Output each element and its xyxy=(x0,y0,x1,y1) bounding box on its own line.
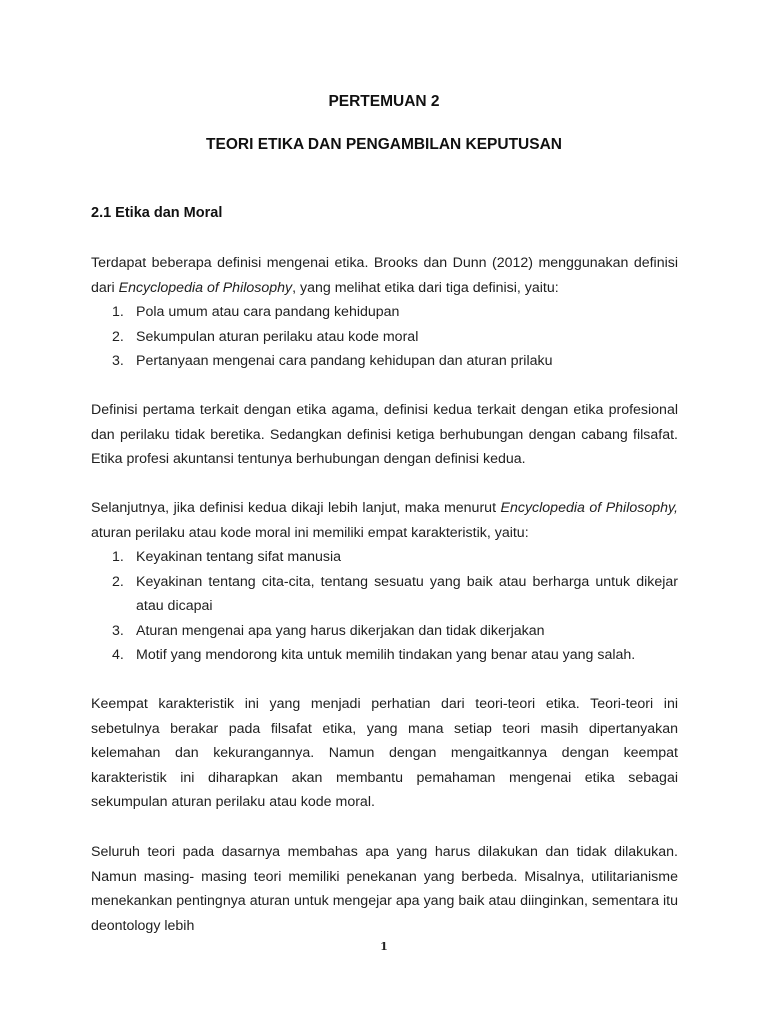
paragraph-1-italic: Encyclopedia of Philosophy xyxy=(118,279,293,296)
paragraph-3-text-b: aturan perilaku atau kode moral ini memiliki empat karakteristik, yaitu: xyxy=(91,524,529,541)
section-heading: 2.1 Etika dan Moral xyxy=(91,205,223,221)
meeting-title: PERTEMUAN 2 xyxy=(328,93,440,110)
list-number: 2. xyxy=(112,328,124,345)
list-item xyxy=(91,545,678,570)
list-item xyxy=(91,570,678,619)
list-item xyxy=(91,300,678,325)
list-item xyxy=(91,619,678,644)
list-text: Pola umum atau cara pandang kehidupan xyxy=(136,304,400,320)
paragraph-3-text-a: Selanjutnya, jika definisi kedua dikaji lebih lanjut, maka menurut xyxy=(91,500,501,516)
paragraph-1 xyxy=(91,251,678,300)
list-item xyxy=(91,325,678,350)
list-text: Pertanyaan mengenai cara pandang kehidupan dan aturan prilaku xyxy=(136,353,553,369)
paragraph-4: Keempat karakteristik ini yang menjadi perhatian dari teori-teori etika. Teori-teori ini sebetulnya berakar pada filsafat etika, yang mana setiap teori masih dipertanyakan kelemahan dan kekurangannya. Namun dengan mengaitkannya dengan keempat karakteristik ini diharapkan akan membantu pemahaman mengenai etika sebagai sekumpulan aturan perilaku atau kode moral. xyxy=(91,696,678,810)
page-number: 1 xyxy=(380,940,388,953)
list-number: 1. xyxy=(112,304,124,320)
list-number: 3. xyxy=(112,622,124,639)
paragraph-5: Seluruh teori pada dasarnya membahas apa yang harus dilakukan dan tidak dilakukan. Namun masing- masing teori memiliki penekanan yang berbeda. Misalnya, utilitarianisme menekankan pentingnya aturan untuk mengejar apa yang baik atau diinginkan, sementara itu deontology lebih xyxy=(91,844,678,934)
list-number: 3. xyxy=(112,353,124,369)
list-number: 4. xyxy=(112,647,124,663)
definition-list xyxy=(91,300,678,374)
list-text: Aturan mengenai apa yang harus dikerjakan dan tidak dikerjakan xyxy=(136,622,545,639)
paragraph-1-text-a: Terdapat beberapa definisi mengenai etika. Brooks dan Dunn (2012) menggunakan definisi dari xyxy=(91,255,678,296)
paragraph-3-italic: Encyclopedia of Philosophy, xyxy=(500,500,678,516)
list-item xyxy=(91,349,678,374)
chapter-title: TEORI ETIKA DAN PENGAMBILAN KEPUTUSAN xyxy=(206,136,562,153)
list-text: Sekumpulan aturan perilaku atau kode moral xyxy=(136,328,419,345)
paragraph-2: Definisi pertama terkait dengan etika agama, definisi kedua terkait dengan etika profesional dan perilaku tidak beretika. Sedangkan definisi ketiga berhubungan dengan cabang filsafat. Etika profesi akuntansi tentunya berhubungan dengan definisi kedua. xyxy=(91,402,678,467)
paragraph-1-text-b: , yang melihat etika dari tiga definisi, yaitu: xyxy=(292,279,559,296)
list-text: Keyakinan tentang sifat manusia xyxy=(136,549,342,565)
characteristics-list xyxy=(91,545,678,668)
list-text: Keyakinan tentang cita-cita, tentang sesuatu yang baik atau berharga untuk dikejar atau dicapai xyxy=(136,573,678,614)
list-text: Motif yang mendorong kita untuk memilih tindakan yang benar atau yang salah. xyxy=(136,647,636,663)
list-number: 2. xyxy=(112,573,124,590)
list-number: 1. xyxy=(112,549,124,565)
list-item xyxy=(91,643,678,668)
paragraph-3 xyxy=(91,496,678,545)
